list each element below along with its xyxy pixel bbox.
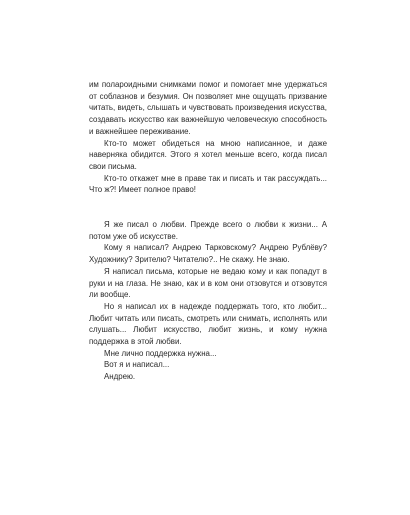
paragraph: Мне лично поддержка нужна... xyxy=(104,348,217,358)
paragraph: Кому я написал? Андрею Тарковскому? Андрею Рублёву? Художнику? Зрителю? Читателю?.. Не скажу. Не знаю. xyxy=(89,243,327,265)
paragraph: Но я написал их в надежде поддержать того, кто любит... Любит читать или писать, смотреть или снимать, исполнять или слушать... Любит искусство, любит жизнь, и кому нужна поддержка в этой любви. xyxy=(89,301,327,347)
paragraph: им полароидными снимками помог и помогает мне удержаться от соблазнов и безумия. Он позволяет мне ощущать призвание читать, видеть, слышать и чувствовать произведения искусства, создавать искусство как важнейшую человеческую способность и важнейшее переживание. xyxy=(89,80,327,136)
paragraph: Вот я и написал... xyxy=(104,360,170,370)
text-section-1 xyxy=(89,79,327,196)
signature-line: Андрею. xyxy=(104,372,136,382)
text-section-2 xyxy=(89,219,327,383)
paragraph: Кто-то откажет мне в праве так и писать и так рассуждать... Что ж?! Имеет полное право! xyxy=(89,173,327,195)
paragraph: Я же писал о любви. Прежде всего о любви к жизни... А потом уже об искусстве. xyxy=(89,220,327,241)
paragraph: Кто-то может обидеться на мною написанное, и даже наверняка обидится. Этого я хотел меньше всего, когда писал свои письма. xyxy=(89,138,327,171)
paragraph: Я написал письма, которые не ведаю кому и как попадут в руки и на глаза. Не знаю, как и в ком они отзовутся и отзовутся ли вообще. xyxy=(89,266,327,300)
